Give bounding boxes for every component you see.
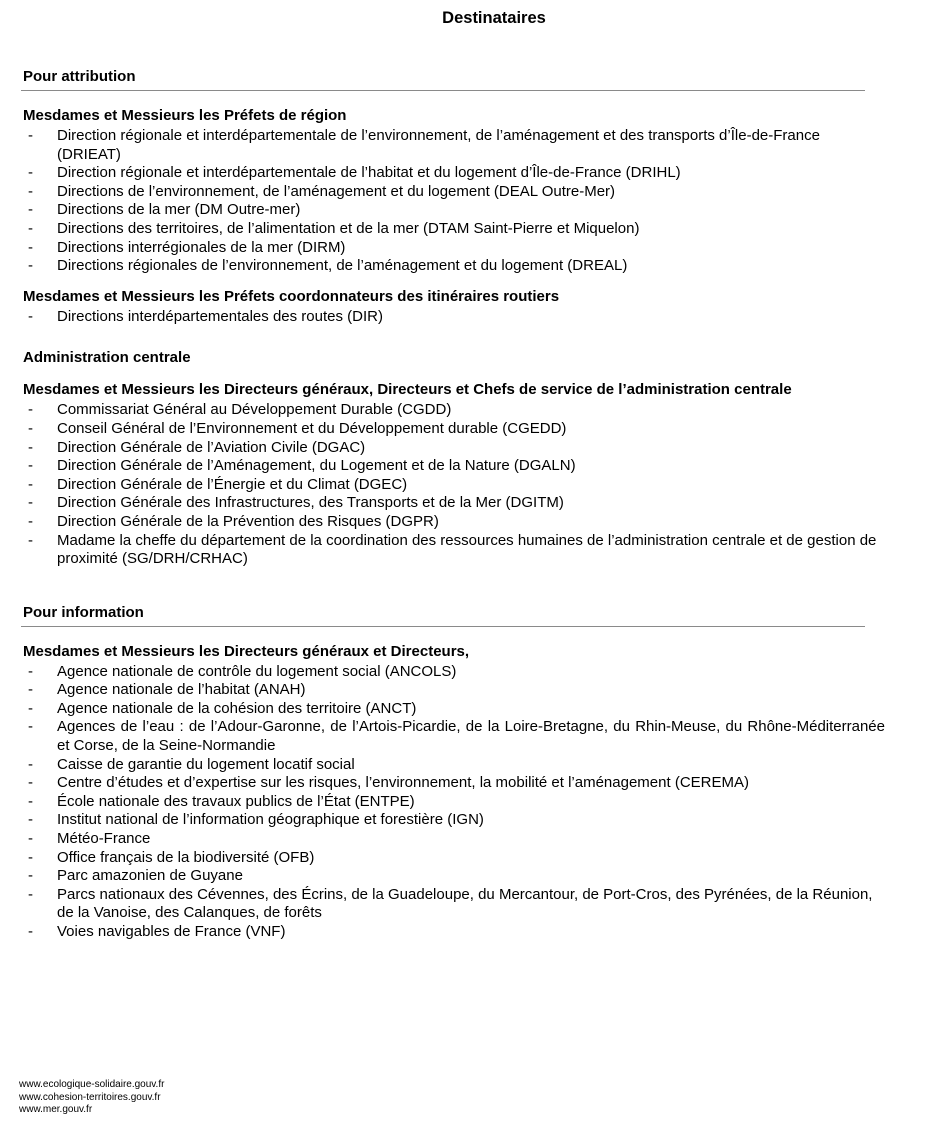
list-item: - Parcs nationaux des Cévennes, des Écrins, de la Guadeloupe, du Mercantour, de Port-Cros, des Pyrénées, de la Réunion, de la Vanoise, des Calanques, de forêts [28, 885, 873, 922]
dash-bullet: - [28, 438, 33, 456]
dash-bullet: - [28, 774, 33, 792]
dash-bullet: - [28, 848, 33, 866]
dash-bullet: - [28, 419, 33, 437]
dash-bullet: - [28, 164, 33, 182]
dash-bullet: - [28, 718, 33, 736]
dash-bullet: - [28, 830, 33, 848]
list-item: - Directions de la mer (DM Outre-mer) [28, 201, 301, 219]
section-heading-pour-information: Pour information [21, 603, 865, 627]
group-heading-directeurs-generaux: Mesdames et Messieurs les Directeurs généraux et Directeurs, [23, 642, 470, 660]
list-item: - Office français de la biodiversité (OFB) [28, 848, 315, 866]
page-title: Destinataires [442, 9, 546, 27]
list-prefets-itineraires [23, 308, 893, 327]
section-heading-pour-attribution: Pour attribution [21, 67, 865, 91]
dash-bullet: - [28, 699, 33, 717]
group-heading-prefets-region: Mesdames et Messieurs les Préfets de région [23, 107, 347, 124]
list-item: - Direction Générale des Infrastructures, des Transports et de la Mer (DGITM) [28, 494, 564, 512]
footer-link-cohesion-territoires[interactable]: www.cohesion-territoires.gouv.fr [19, 1091, 161, 1103]
list-item: - Agences de l’eau : de l’Adour-Garonne, de l’Artois-Picardie, de la Loire-Bretagne, du Rhin-Meuse, du Rhône-Méditerranée et Corse, de la Seine-Normandie [28, 718, 885, 755]
dash-bullet: - [28, 238, 33, 256]
group-heading-administration-centrale: Administration centrale [23, 349, 191, 367]
list-item: - Voies navigables de France (VNF) [28, 923, 286, 940]
list-item: - École nationale des travaux publics de l’État (ENTPE) [28, 792, 415, 810]
dash-bullet: - [28, 662, 33, 680]
list-item: - Agence nationale de la cohésion des territoire (ANCT) [28, 699, 417, 717]
list-item: - Agence nationale de contrôle du logement social (ANCOLS) [28, 662, 457, 680]
list-item: - Institut national de l’information géographique et forestière (IGN) [28, 811, 484, 829]
list-directeurs-administration [23, 401, 893, 568]
dash-bullet: - [28, 307, 33, 325]
list-prefets-region [23, 127, 893, 276]
recipients-content [23, 67, 893, 942]
list-item: - Agence nationale de l’habitat (ANAH) [28, 681, 306, 699]
footer-link-ecologique-solidaire[interactable]: www.ecologique-solidaire.gouv.fr [19, 1079, 165, 1090]
dash-bullet: - [28, 867, 33, 885]
dash-bullet: - [28, 792, 33, 810]
list-item: - Parc amazonien de Guyane [28, 867, 243, 885]
list-item: - Caisse de garantie du logement locatif social [28, 755, 355, 773]
list-item: - Directions interrégionales de la mer (DIRM) [28, 238, 346, 256]
list-item: - Commissariat Général au Développement Durable (CGDD) [28, 401, 452, 419]
list-item: - Madame la cheffe du département de la coordination des ressources humaines de l’administration centrale et de gestion de proximité (SG/DRH/CRHAC) [28, 531, 877, 568]
dash-bullet: - [28, 512, 33, 530]
list-item: - Directions des territoires, de l’alimentation et de la mer (DTAM Saint-Pierre et Miquelon) [28, 219, 640, 237]
list-item: - Directions régionales de l’environnement, de l’aménagement et du logement (DREAL) [28, 257, 628, 275]
dash-bullet: - [28, 182, 33, 200]
dash-bullet: - [28, 127, 33, 144]
dash-bullet: - [28, 475, 33, 493]
group-heading-directeurs-administration: Mesdames et Messieurs les Directeurs généraux, Directeurs et Chefs de service de l’administration centrale [23, 381, 792, 399]
list-item: - Directions de l’environnement, de l’aménagement et du logement (DEAL Outre-Mer) [28, 182, 616, 200]
list-item: - Conseil Général de l’Environnement et du Développement durable (CGEDD) [28, 419, 567, 437]
footer-link-mer[interactable]: www.mer.gouv.fr [19, 1104, 93, 1115]
dash-bullet: - [28, 494, 33, 512]
footer-links [19, 1079, 164, 1117]
list-item: - Météo-France [28, 830, 151, 848]
dash-bullet: - [28, 257, 33, 275]
list-item: - Direction Générale de l’Énergie et du Climat (DGEC) [28, 475, 408, 493]
dash-bullet: - [28, 201, 33, 219]
dash-bullet: - [28, 923, 33, 940]
list-item: - Centre d’études et d’expertise sur les risques, l’environnement, la mobilité et l’aménagement (CEREMA) [28, 774, 749, 792]
list-directeurs-generaux [23, 663, 893, 942]
dash-bullet: - [28, 681, 33, 699]
list-item: - Directions interdépartementales des routes (DIR) [28, 307, 383, 325]
dash-bullet: - [28, 219, 33, 237]
list-item: - Direction régionale et interdépartementale de l’environnement, de l’aménagement et des transports d’Île-de-France (DRIEAT) [28, 127, 820, 163]
dash-bullet: - [28, 755, 33, 773]
list-item: - Direction Générale de la Prévention des Risques (DGPR) [28, 512, 439, 530]
list-item: - Direction Générale de l’Aviation Civile (DGAC) [28, 438, 366, 456]
list-item: - Direction Générale de l’Aménagement, du Logement et de la Nature (DGALN) [28, 457, 576, 475]
dash-bullet: - [28, 885, 33, 903]
dash-bullet: - [28, 811, 33, 829]
dash-bullet: - [28, 401, 33, 419]
dash-bullet: - [28, 457, 33, 475]
dash-bullet: - [28, 531, 33, 549]
group-heading-prefets-itineraires: Mesdames et Messieurs les Préfets coordonnateurs des itinéraires routiers [23, 287, 560, 305]
list-item: - Direction régionale et interdépartementale de l’habitat et du logement d’Île-de-France (DRIHL) [28, 164, 681, 182]
